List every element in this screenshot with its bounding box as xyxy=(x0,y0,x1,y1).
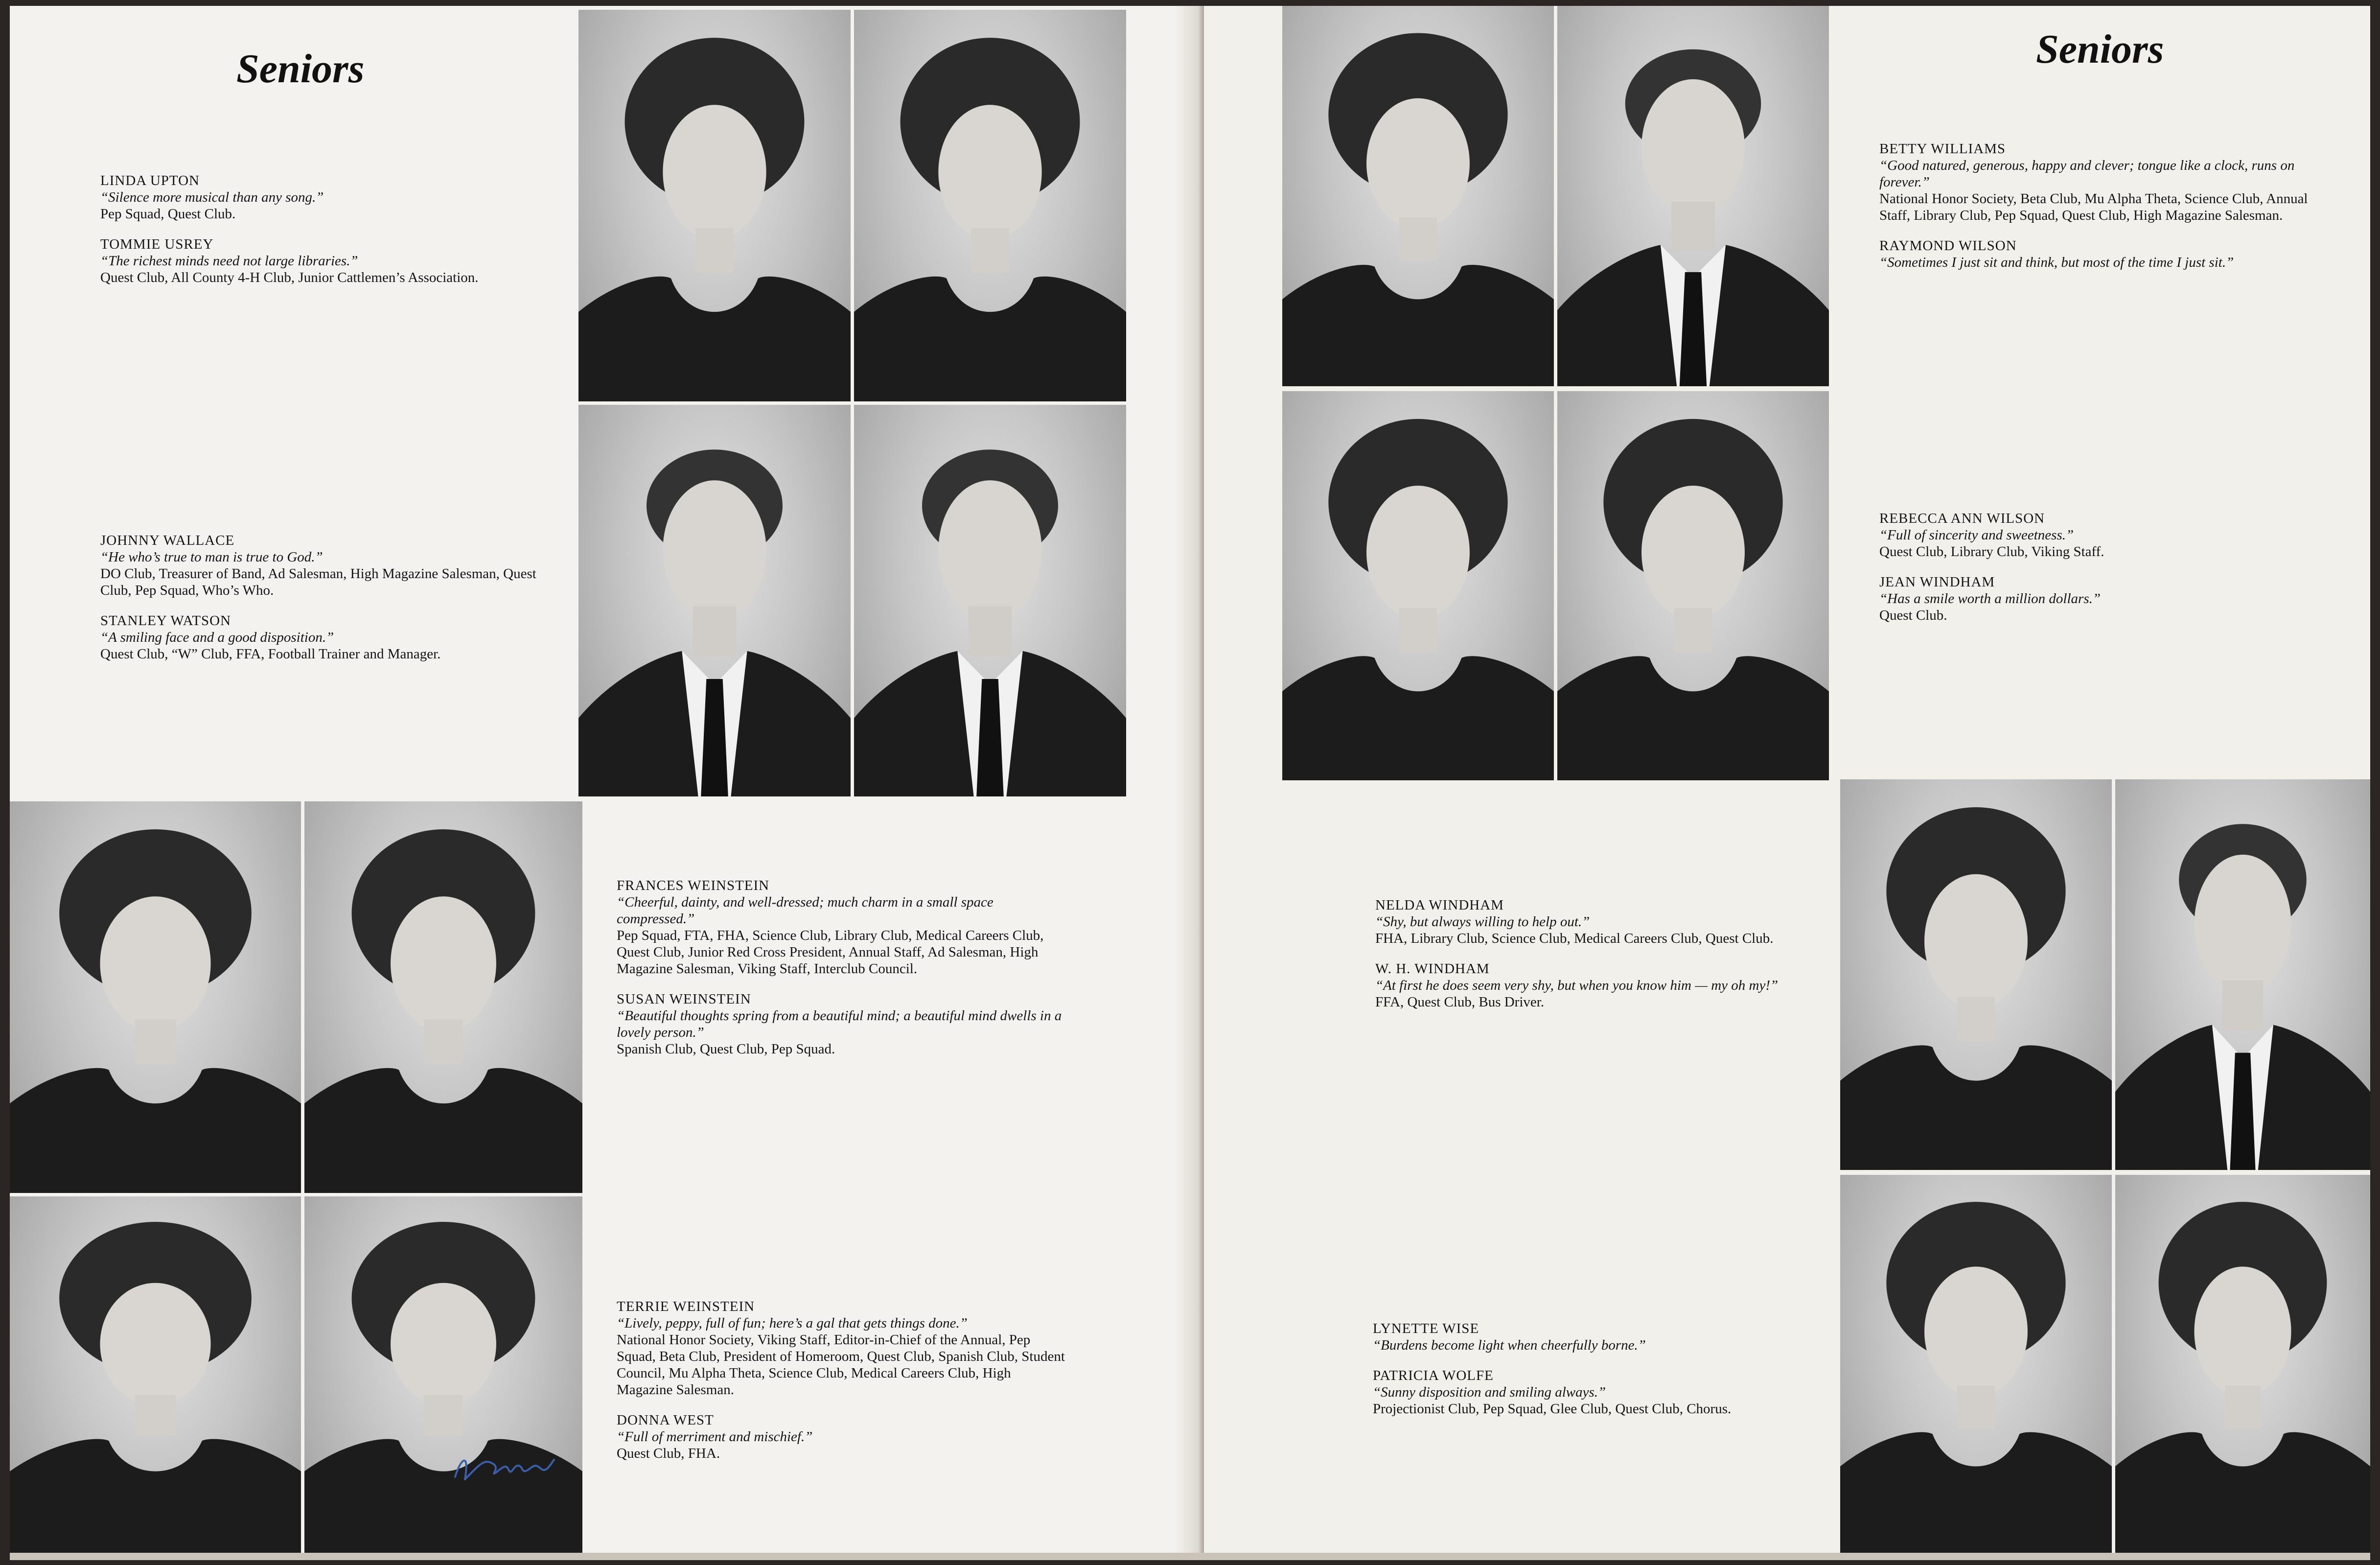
left-page-heading: Seniors xyxy=(236,46,365,92)
senior-entry xyxy=(1375,960,1825,1010)
neck-shape xyxy=(1671,202,1715,251)
right-text-group-1 xyxy=(1879,140,2330,284)
senior-name: W. H. WINDHAM xyxy=(1375,961,1490,977)
face-shape xyxy=(663,105,766,239)
senior-name: JOHNNY WALLACE xyxy=(100,533,235,548)
senior-activities: DO Club, Treasurer of Band, Ad Salesman, High Magazine Salesman, Quest Club, Pep Squad, Who’s Who. xyxy=(100,566,536,598)
senior-quote: “Good natured, generous, happy and clever; tongue like a clock, runs on forever.” xyxy=(1879,158,2295,190)
portrait-silhouette xyxy=(1840,779,2112,1170)
senior-quote: “The richest minds need not large libraries.” xyxy=(100,253,358,269)
right-page xyxy=(1204,6,2370,1560)
portrait-photo-wallace xyxy=(578,405,851,796)
senior-activities: Quest Club, FHA. xyxy=(617,1446,720,1461)
senior-activities: National Honor Society, Beta Club, Mu Alpha Theta, Science Club, Annual Staff, Library Club, Pep Squad, Quest Club, High Magazine Salesman. xyxy=(1879,191,2308,223)
senior-quote: “Shy, but always willing to help out.” xyxy=(1375,914,1590,930)
senior-activities: Quest Club, All County 4-H Club, Junior Cattlemen’s Association. xyxy=(100,270,479,285)
portrait-photo-susan-weinstein xyxy=(304,801,582,1193)
drape-shape xyxy=(2115,1432,2370,1553)
senior-name: BETTY WILLIAMS xyxy=(1879,141,2006,157)
handwritten-signature xyxy=(450,1430,558,1489)
portrait-silhouette xyxy=(304,801,582,1193)
portrait-photo-nelda-windham xyxy=(1840,779,2112,1170)
senior-entry xyxy=(1373,1367,1823,1417)
senior-activities: FFA, Quest Club, Bus Driver. xyxy=(1375,994,1545,1010)
drape-shape xyxy=(1282,265,1554,386)
neck-shape xyxy=(695,228,734,273)
senior-entry xyxy=(1375,897,1825,947)
portrait-silhouette xyxy=(304,1196,582,1553)
senior-entry xyxy=(100,172,551,222)
left-text-group-4 xyxy=(617,1298,1067,1475)
portrait-silhouette xyxy=(2115,779,2370,1170)
senior-activities: Quest Club, “W” Club, FFA, Football Trainer and Manager. xyxy=(100,646,441,662)
senior-activities: Quest Club. xyxy=(1879,607,1947,623)
senior-activities: Quest Club, Library Club, Viking Staff. xyxy=(1879,544,2104,560)
face-shape xyxy=(1366,98,1470,229)
senior-quote: “At first he does seem very shy, but when you know him — my oh my!” xyxy=(1375,978,1779,993)
senior-quote: “Cheerful, dainty, and well-dressed; much charm in a small space compressed.” xyxy=(617,894,994,927)
drape-shape xyxy=(1282,656,1554,780)
portrait-silhouette xyxy=(10,801,301,1193)
drape-shape xyxy=(1840,1432,2112,1553)
portrait-silhouette xyxy=(854,405,1126,796)
portrait-silhouette xyxy=(578,405,851,796)
portrait-silhouette xyxy=(1282,6,1554,386)
senior-quote: “He who’s true to man is true to God.” xyxy=(100,549,323,565)
senior-activities: Pep Squad, Quest Club. xyxy=(100,206,236,222)
face-shape xyxy=(391,1283,496,1405)
portrait-photo-watson xyxy=(854,405,1126,796)
senior-name: FRANCES WEINSTEIN xyxy=(617,878,770,893)
senior-name: TOMMIE USREY xyxy=(100,236,214,252)
portrait-photo-terrie-weinstein xyxy=(10,1196,301,1553)
neck-shape xyxy=(135,1395,176,1436)
drape-shape xyxy=(304,1068,582,1193)
neck-shape xyxy=(1957,997,1995,1042)
drape-shape xyxy=(854,277,1126,401)
senior-entry xyxy=(617,1412,1067,1462)
neck-shape xyxy=(1674,608,1712,653)
neck-shape xyxy=(971,228,1009,273)
senior-entry xyxy=(1879,574,2330,624)
senior-name: NELDA WINDHAM xyxy=(1375,897,1504,913)
senior-entry xyxy=(1879,510,2330,560)
portrait-photo-patricia-wolfe xyxy=(2115,1175,2370,1553)
drape-shape xyxy=(10,1068,301,1193)
left-page xyxy=(10,6,1204,1560)
left-text-group-3 xyxy=(617,877,1067,1071)
portrait-photo-rebecca-wilson xyxy=(1282,391,1554,780)
face-shape xyxy=(1641,79,1745,215)
neck-shape xyxy=(693,606,737,656)
portrait-silhouette xyxy=(1840,1175,2112,1553)
face-shape xyxy=(100,896,210,1030)
portrait-photo-usrey xyxy=(854,10,1126,401)
senior-quote: “Beautiful thoughts spring from a beautiful mind; a beautiful mind dwells in a lovely person.” xyxy=(617,1008,1062,1040)
face-shape xyxy=(938,105,1041,239)
right-text-group-3 xyxy=(1375,897,1825,1024)
right-text-group-4 xyxy=(1373,1320,1823,1431)
face-shape xyxy=(1641,486,1745,619)
senior-name: RAYMOND WILSON xyxy=(1879,238,2017,254)
neck-shape xyxy=(135,1020,176,1064)
neck-shape xyxy=(1957,1385,1995,1428)
drape-shape xyxy=(578,277,851,401)
senior-quote: “Silence more musical than any song.” xyxy=(100,189,324,205)
neck-shape xyxy=(424,1020,463,1064)
face-shape xyxy=(938,480,1041,620)
neck-shape xyxy=(969,606,1012,656)
senior-activities: Pep Squad, FTA, FHA, Science Club, Library Club, Medical Careers Club, Quest Club, Junior Red Cross President, Annual Staff, Ad Salesman, High Magazine Salesman, Viking Staff, Interclub Council. xyxy=(617,928,1044,977)
face-shape xyxy=(2195,1266,2291,1396)
senior-quote: “Full of sincerity and sweetness.” xyxy=(1879,527,2074,543)
portrait-photo-lynette-wise xyxy=(1840,1175,2112,1553)
face-shape xyxy=(1366,486,1470,619)
neck-shape xyxy=(1399,218,1437,261)
senior-entry xyxy=(617,991,1067,1057)
senior-quote: “Sometimes I just sit and think, but most of the time I just sit.” xyxy=(1879,255,2234,270)
portrait-photo-upton xyxy=(578,10,851,401)
senior-quote: “Full of merriment and mischief.” xyxy=(617,1429,813,1445)
senior-entry xyxy=(1879,140,2330,224)
yearbook-spread xyxy=(10,6,2370,1560)
senior-entry xyxy=(617,1298,1067,1398)
page-bottom-edge xyxy=(10,1553,2370,1560)
portrait-silhouette xyxy=(2115,1175,2370,1553)
drape-shape xyxy=(1557,656,1829,780)
senior-name: LYNETTE WISE xyxy=(1373,1321,1479,1336)
face-shape xyxy=(1924,874,2028,1008)
senior-activities: Spanish Club, Quest Club, Pep Squad. xyxy=(617,1041,835,1057)
portrait-silhouette xyxy=(578,10,851,401)
face-shape xyxy=(391,896,496,1030)
senior-quote: “A smiling face and a good disposition.” xyxy=(100,630,334,645)
senior-quote: “Has a smile worth a million dollars.” xyxy=(1879,591,2101,607)
face-shape xyxy=(1924,1266,2028,1396)
left-text-group-2 xyxy=(100,532,551,676)
senior-activities: National Honor Society, Viking Staff, Editor-in-Chief of the Annual, Pep Squad, Beta Club, President of Homeroom, Quest Club, Spanish Club, Student Council, Mu Alpha Theta, Science Club, Medical Careers Club, High Magazine Salesman. xyxy=(617,1332,1065,1398)
face-shape xyxy=(663,480,766,620)
senior-quote: “Sunny disposition and smiling always.” xyxy=(1373,1384,1606,1400)
portrait-photo-frances-weinstein xyxy=(10,801,301,1193)
senior-quote: “Lively, peppy, full of fun; here’s a gal that gets things done.” xyxy=(617,1315,968,1331)
right-page-heading: Seniors xyxy=(2036,26,2164,72)
senior-name: REBECCA ANN WILSON xyxy=(1879,511,2045,526)
senior-name: JEAN WINDHAM xyxy=(1879,574,1995,590)
portrait-silhouette xyxy=(1557,391,1829,780)
left-text-group-1 xyxy=(100,172,551,300)
senior-activities: Projectionist Club, Pep Squad, Glee Club, Quest Club, Chorus. xyxy=(1373,1401,1732,1417)
portrait-photo-jean-windham xyxy=(1557,391,1829,780)
drape-shape xyxy=(1840,1045,2112,1170)
senior-name: LINDA UPTON xyxy=(100,173,200,188)
senior-entry xyxy=(617,877,1067,977)
portrait-photo-donna-west xyxy=(304,1196,582,1553)
neck-shape xyxy=(1399,608,1437,653)
portrait-photo-raymond-wilson xyxy=(1557,6,1829,386)
senior-entry xyxy=(100,612,551,662)
senior-name: SUSAN WEINSTEIN xyxy=(617,991,751,1007)
portrait-silhouette xyxy=(854,10,1126,401)
neck-shape xyxy=(424,1395,463,1436)
portrait-silhouette xyxy=(1282,391,1554,780)
portrait-silhouette xyxy=(10,1196,301,1553)
senior-entry xyxy=(1373,1320,1823,1354)
senior-name: DONNA WEST xyxy=(617,1412,714,1428)
neck-shape xyxy=(2225,1385,2261,1428)
senior-quote: “Burdens become light when cheerfully borne.” xyxy=(1373,1337,1646,1353)
right-text-group-2 xyxy=(1879,510,2330,637)
face-shape xyxy=(100,1283,210,1405)
portrait-photo-betty-williams xyxy=(1282,6,1554,386)
senior-name: PATRICIA WOLFE xyxy=(1373,1368,1494,1383)
senior-entry xyxy=(1879,237,2330,271)
senior-entry xyxy=(100,236,551,286)
senior-name: STANLEY WATSON xyxy=(100,613,231,629)
drape-shape xyxy=(10,1439,301,1553)
portrait-photo-wh-windham xyxy=(2115,779,2370,1170)
neck-shape xyxy=(2222,980,2263,1030)
senior-name: TERRIE WEINSTEIN xyxy=(617,1299,755,1314)
face-shape xyxy=(2195,855,2291,994)
senior-activities: FHA, Library Club, Science Club, Medical Careers Club, Quest Club. xyxy=(1375,931,1774,946)
senior-entry xyxy=(100,532,551,599)
portrait-silhouette xyxy=(1557,6,1829,386)
